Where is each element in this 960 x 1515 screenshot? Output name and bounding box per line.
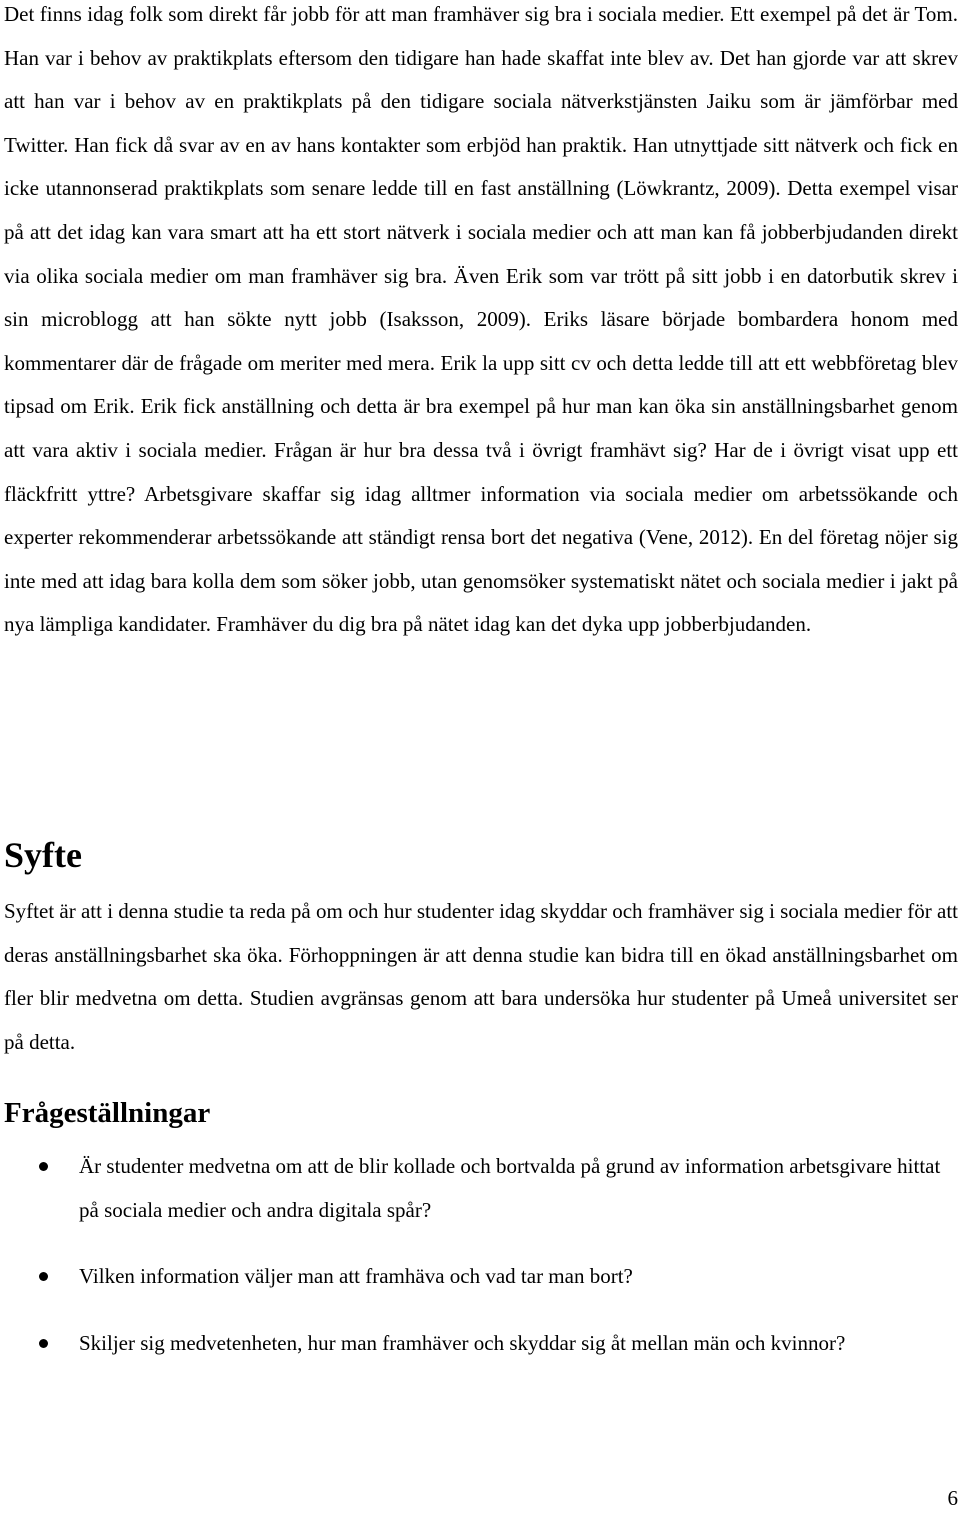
bullet-icon (39, 1339, 48, 1348)
question-text: Är studenter medvetna om att de blir kollade och bortvalda på grund av information arbetsgivare hittat på sociala medier och andra digitala spår? (79, 1154, 941, 1222)
question-text: Skiljer sig medvetenheten, hur man framhäver och skyddar sig åt mellan män och kvinnor? (79, 1330, 846, 1355)
list-item (4, 1145, 958, 1232)
bullet-icon (39, 1272, 48, 1281)
list-item (4, 1255, 958, 1299)
page-number: 6 (947, 1486, 958, 1510)
question-text: Vilken information väljer man att framhäva och vad tar man bort? (79, 1264, 633, 1289)
syfte-paragraph: Syftet är att i denna studie ta reda på om och hur studenter idag skyddar och framhäver sig i sociala medier för att deras anställningsbarhet ska öka. Förhoppningen är att denna studie kan bidra till en ökad anställningsbarhet om fler blir medvetna om detta. Studien avgränsas genom att bara undersöka hur studenter på Umeå universitet ser på detta. (4, 899, 959, 1054)
section-heading-syfte: Syfte (4, 835, 82, 875)
list-item (4, 1322, 958, 1366)
bullet-icon (39, 1162, 48, 1171)
section-heading-fragestallningar: Frågeställningar (4, 1097, 211, 1129)
question-list (4, 1145, 958, 1365)
body-paragraph: Det finns idag folk som direkt får jobb för att man framhäver sig bra i sociala medier. Ett exempel på det är Tom. Han var i behov av praktikplats eftersom den tidigare han hade skaffat inte blev av. Det han gjorde var att skrev att han var i behov av en praktikplats på den tidigare sociala nätverkstjänsten Jaiku som är jämförbar med Twitter. Han fick då svar av en av hans kontakter som erbjöd han praktik. Han utnyttjade sitt nätverk och fick en icke utannonserad praktikplats som senare ledde till en fast anställning (Löwkrantz, 2009). Detta exempel visar på att det idag kan vara smart att ha ett stort nätverk i sociala medier och att man kan få jobberbjudanden direkt via olika sociala medier om man framhäver sig bra. Även Erik som var trött på sitt jobb i en datorbutik skrev i sin microblogg att han sökte nytt jobb (Isaksson, 2009). Eriks läsare började bombardera honom med kommentarer där de frågade om meriter med mera. Erik la upp sitt cv och detta ledde till att ett webbföretag blev tipsad om Erik. Erik fick anställning och detta är bra exempel på hur man kan öka sin anställningsbarhet genom att vara aktiv i sociala medier. Frågan är hur bra dessa två i övrigt framhävt sig? Har de i övrigt visat upp ett fläckfritt yttre? Arbetsgivare skaffar sig idag alltmer information via sociala medier om arbetssökande och experter rekommenderar arbetssökande att ständigt rensa bort det negativa (Vene, 2012). En del företag nöjer sig inte med att idag bara kolla dem som söker jobb, utan genomsöker systematiskt nätet och sociala medier i jakt på nya lämpliga kandidater. Framhäver du dig bra på nätet idag kan det dyka upp jobberbjudanden. (4, 2, 958, 637)
document-page (4, 0, 958, 647)
